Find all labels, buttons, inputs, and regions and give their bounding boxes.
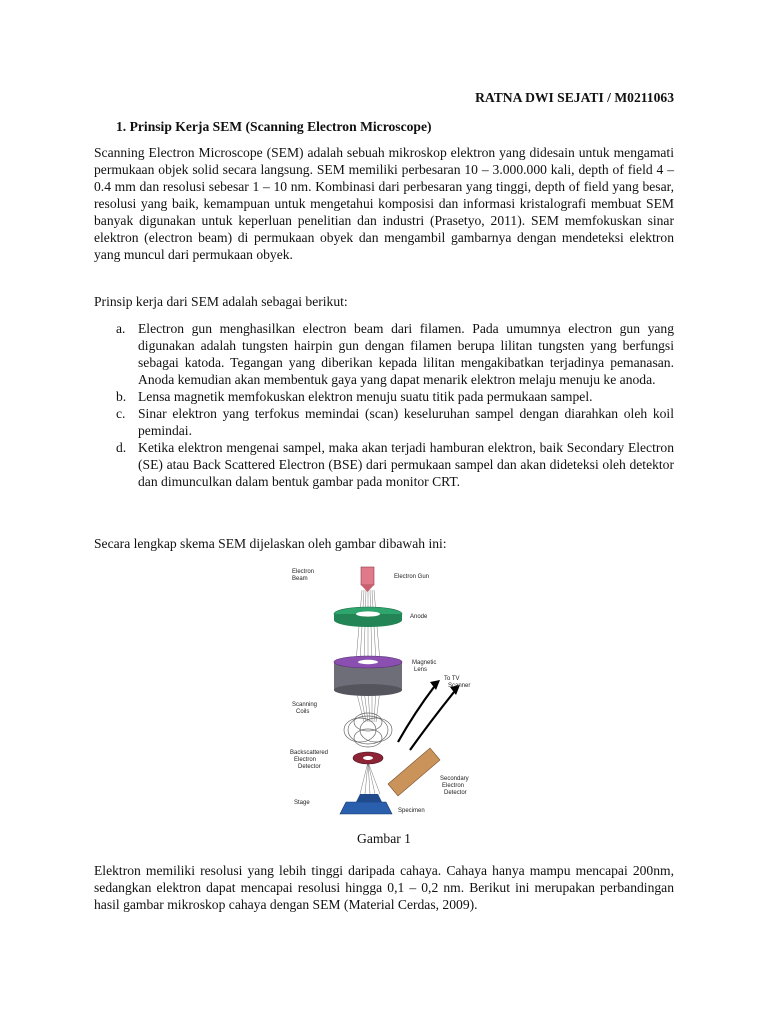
label-electron-beam: Electron bbox=[292, 569, 315, 575]
label-backscattered-detector: Detector bbox=[298, 764, 321, 770]
list-marker: a. bbox=[116, 321, 126, 336]
principle-intro: Prinsip kerja dari SEM adalah sebagai berikut: bbox=[94, 294, 348, 309]
label-secondary-detector: Electron bbox=[442, 783, 465, 789]
list-marker: b. bbox=[116, 389, 127, 404]
label-backscattered-detector: Backscattered bbox=[290, 750, 329, 756]
label-backscattered-detector: Electron bbox=[294, 757, 317, 763]
label-secondary-detector: Secondary bbox=[440, 776, 469, 782]
list-item bbox=[94, 439, 674, 490]
list-marker: d. bbox=[116, 440, 127, 455]
bse-detector-icon bbox=[353, 752, 383, 764]
label-to-tv: Scanner bbox=[448, 683, 471, 689]
intro-paragraph: Scanning Electron Microscope (SEM) adalah sebuah mikroskop elektron yang didesain untuk mengamati permukaan objek solid secara langsung. SEM memiliki perbesaran 10 – 3.000.000 kali, depth of field 4 – 0.4 mm dan resolusi sebesar 1 – 10 nm. Kombinasi dari perbesaran yang tinggi, depth of field yang besar, resolusi yang baik, kemampuan untuk mengetahui komposisi dan informasi kristalografi membuat SEM banyak digunakan untuk keperluan penelitian dan industri (Prasetyo, 2011). SEM memfokuskan sinar elektron (electron beam) di permukaan obyek dan mengambil gambarnya dengan mendeteksi elektron yang muncul dari permukaan obyek. bbox=[94, 145, 674, 262]
label-magnetic-lens: Magnetic bbox=[412, 660, 437, 666]
list-item-text: Sinar elektron yang terfokus memindai (scan) keseluruhan sampel dengan diarahkan oleh koil pemindai. bbox=[138, 406, 674, 438]
label-stage: Stage bbox=[294, 800, 310, 806]
label-anode: Anode bbox=[410, 614, 428, 620]
anode-icon bbox=[334, 607, 402, 627]
signal-arrows bbox=[398, 687, 454, 750]
list-marker: c. bbox=[116, 406, 126, 421]
label-magnetic-lens: Lens bbox=[414, 667, 428, 673]
closing-paragraph: Elektron memiliki resolusi yang lebih tinggi daripada cahaya. Cahaya hanya mampu mencapai 200nm, sedangkan elektron dapat mencapai resolusi hingga 0,1 – 0,2 nm. Berikut ini merupakan perbandingan hasil gambar mikroskop cahaya dengan SEM (Material Cerdas, 2009). bbox=[94, 863, 674, 912]
section-title: 1. Prinsip Kerja SEM (Scanning Electron Microscope) bbox=[116, 119, 432, 134]
label-scanning-coils: Scanning bbox=[292, 702, 318, 708]
list-item-text: Lensa magnetik memfokuskan elektron menuju suatu titik pada permukaan sampel. bbox=[138, 389, 593, 404]
list-item-text: Ketika elektron mengenai sampel, maka akan terjadi hamburan elektron, baik Secondary Electron (SE) atau Back Scattered Electron (BSE) dari permukaan sampel dan akan dideteksi oleh detektor dan dimunculkan dalam bentuk gambar pada monitor CRT. bbox=[138, 440, 674, 489]
label-electron-gun: Electron Gun bbox=[394, 574, 430, 580]
label-secondary-detector: Detector bbox=[444, 790, 467, 796]
author-header: RATNA DWI SEJATI / M0211063 bbox=[475, 90, 674, 105]
list-item bbox=[94, 388, 674, 405]
list-item bbox=[94, 320, 674, 388]
label-scanning-coils: Coils bbox=[296, 709, 310, 715]
list-item-text: Electron gun menghasilkan electron beam dari filamen. Pada umumnya electron gun yang digunakan adalah tungsten hairpin gun dengan filamen berupa lilitan tungsten yang berfungsi sebagai katoda. Tegangan yang diberikan kepada lilitan mengakibatkan terjadinya pemanasan. Anoda kemudian akan membentuk gaya yang dapat menarik elektron melaju menuju ke anoda. bbox=[138, 321, 674, 387]
figure-caption: Gambar 1 bbox=[357, 831, 411, 846]
label-electron-beam: Beam bbox=[292, 576, 308, 582]
list-item bbox=[94, 405, 674, 439]
magnetic-lens-icon bbox=[334, 656, 402, 696]
label-to-tv: To TV bbox=[444, 676, 460, 682]
stage-icon bbox=[340, 794, 392, 814]
scanning-coils-icon bbox=[344, 713, 392, 747]
scheme-intro: Secara lengkap skema SEM dijelaskan oleh gambar dibawah ini: bbox=[94, 536, 447, 551]
se-detector-icon bbox=[388, 748, 440, 796]
sem-schematic-figure bbox=[290, 562, 480, 820]
label-specimen: Specimen bbox=[398, 808, 425, 814]
electron-gun-icon bbox=[361, 567, 374, 592]
steps-list bbox=[94, 320, 674, 490]
